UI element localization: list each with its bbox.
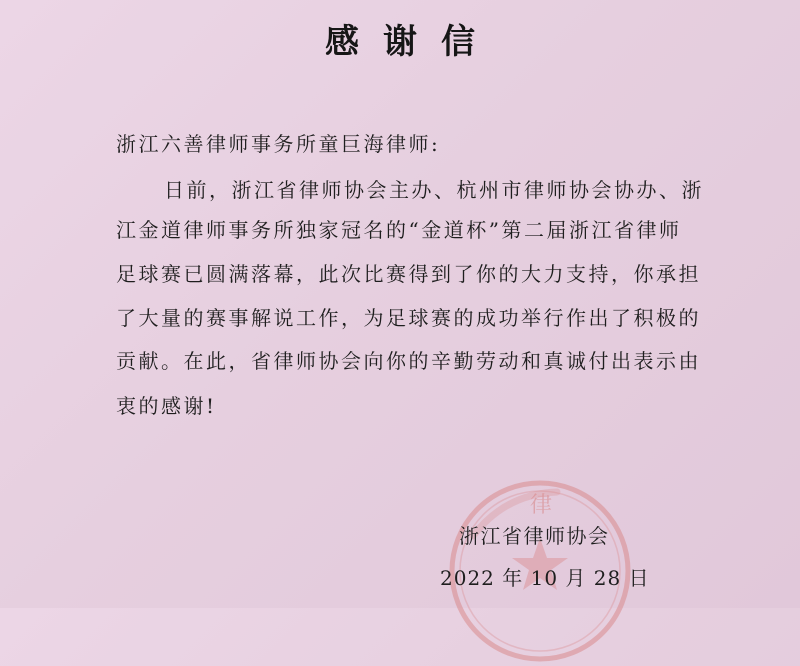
letter-body-line: 日前，浙江省律师协会主办、杭州市律师协会协办、浙 (164, 178, 704, 202)
letter-greeting: 浙江六善律师事务所童巨海律师: (116, 132, 441, 156)
letter-body-line: 了大量的赛事解说工作，为足球赛的成功举行作出了积极的 (116, 306, 701, 330)
seal-character: 律 (530, 493, 553, 518)
letter-body-line: 衷的感谢! (116, 394, 217, 418)
signature-organization: 浙江省律师协会 (459, 524, 610, 548)
letter-body-line: 足球赛已圆满落幕，此次比赛得到了你的大力支持，你承担 (116, 262, 701, 286)
signature-date: 2022 年 10 月 28 日 (440, 566, 650, 590)
letter-body-line: 贡献。在此，省律师协会向你的辛勤劳动和真诚付出表示由 (116, 349, 701, 373)
letter-title: 感谢信 (325, 22, 499, 62)
letter-body-line: 江金道律师事务所独家冠名的“金道杯”第二届浙江省律师 (116, 218, 682, 242)
